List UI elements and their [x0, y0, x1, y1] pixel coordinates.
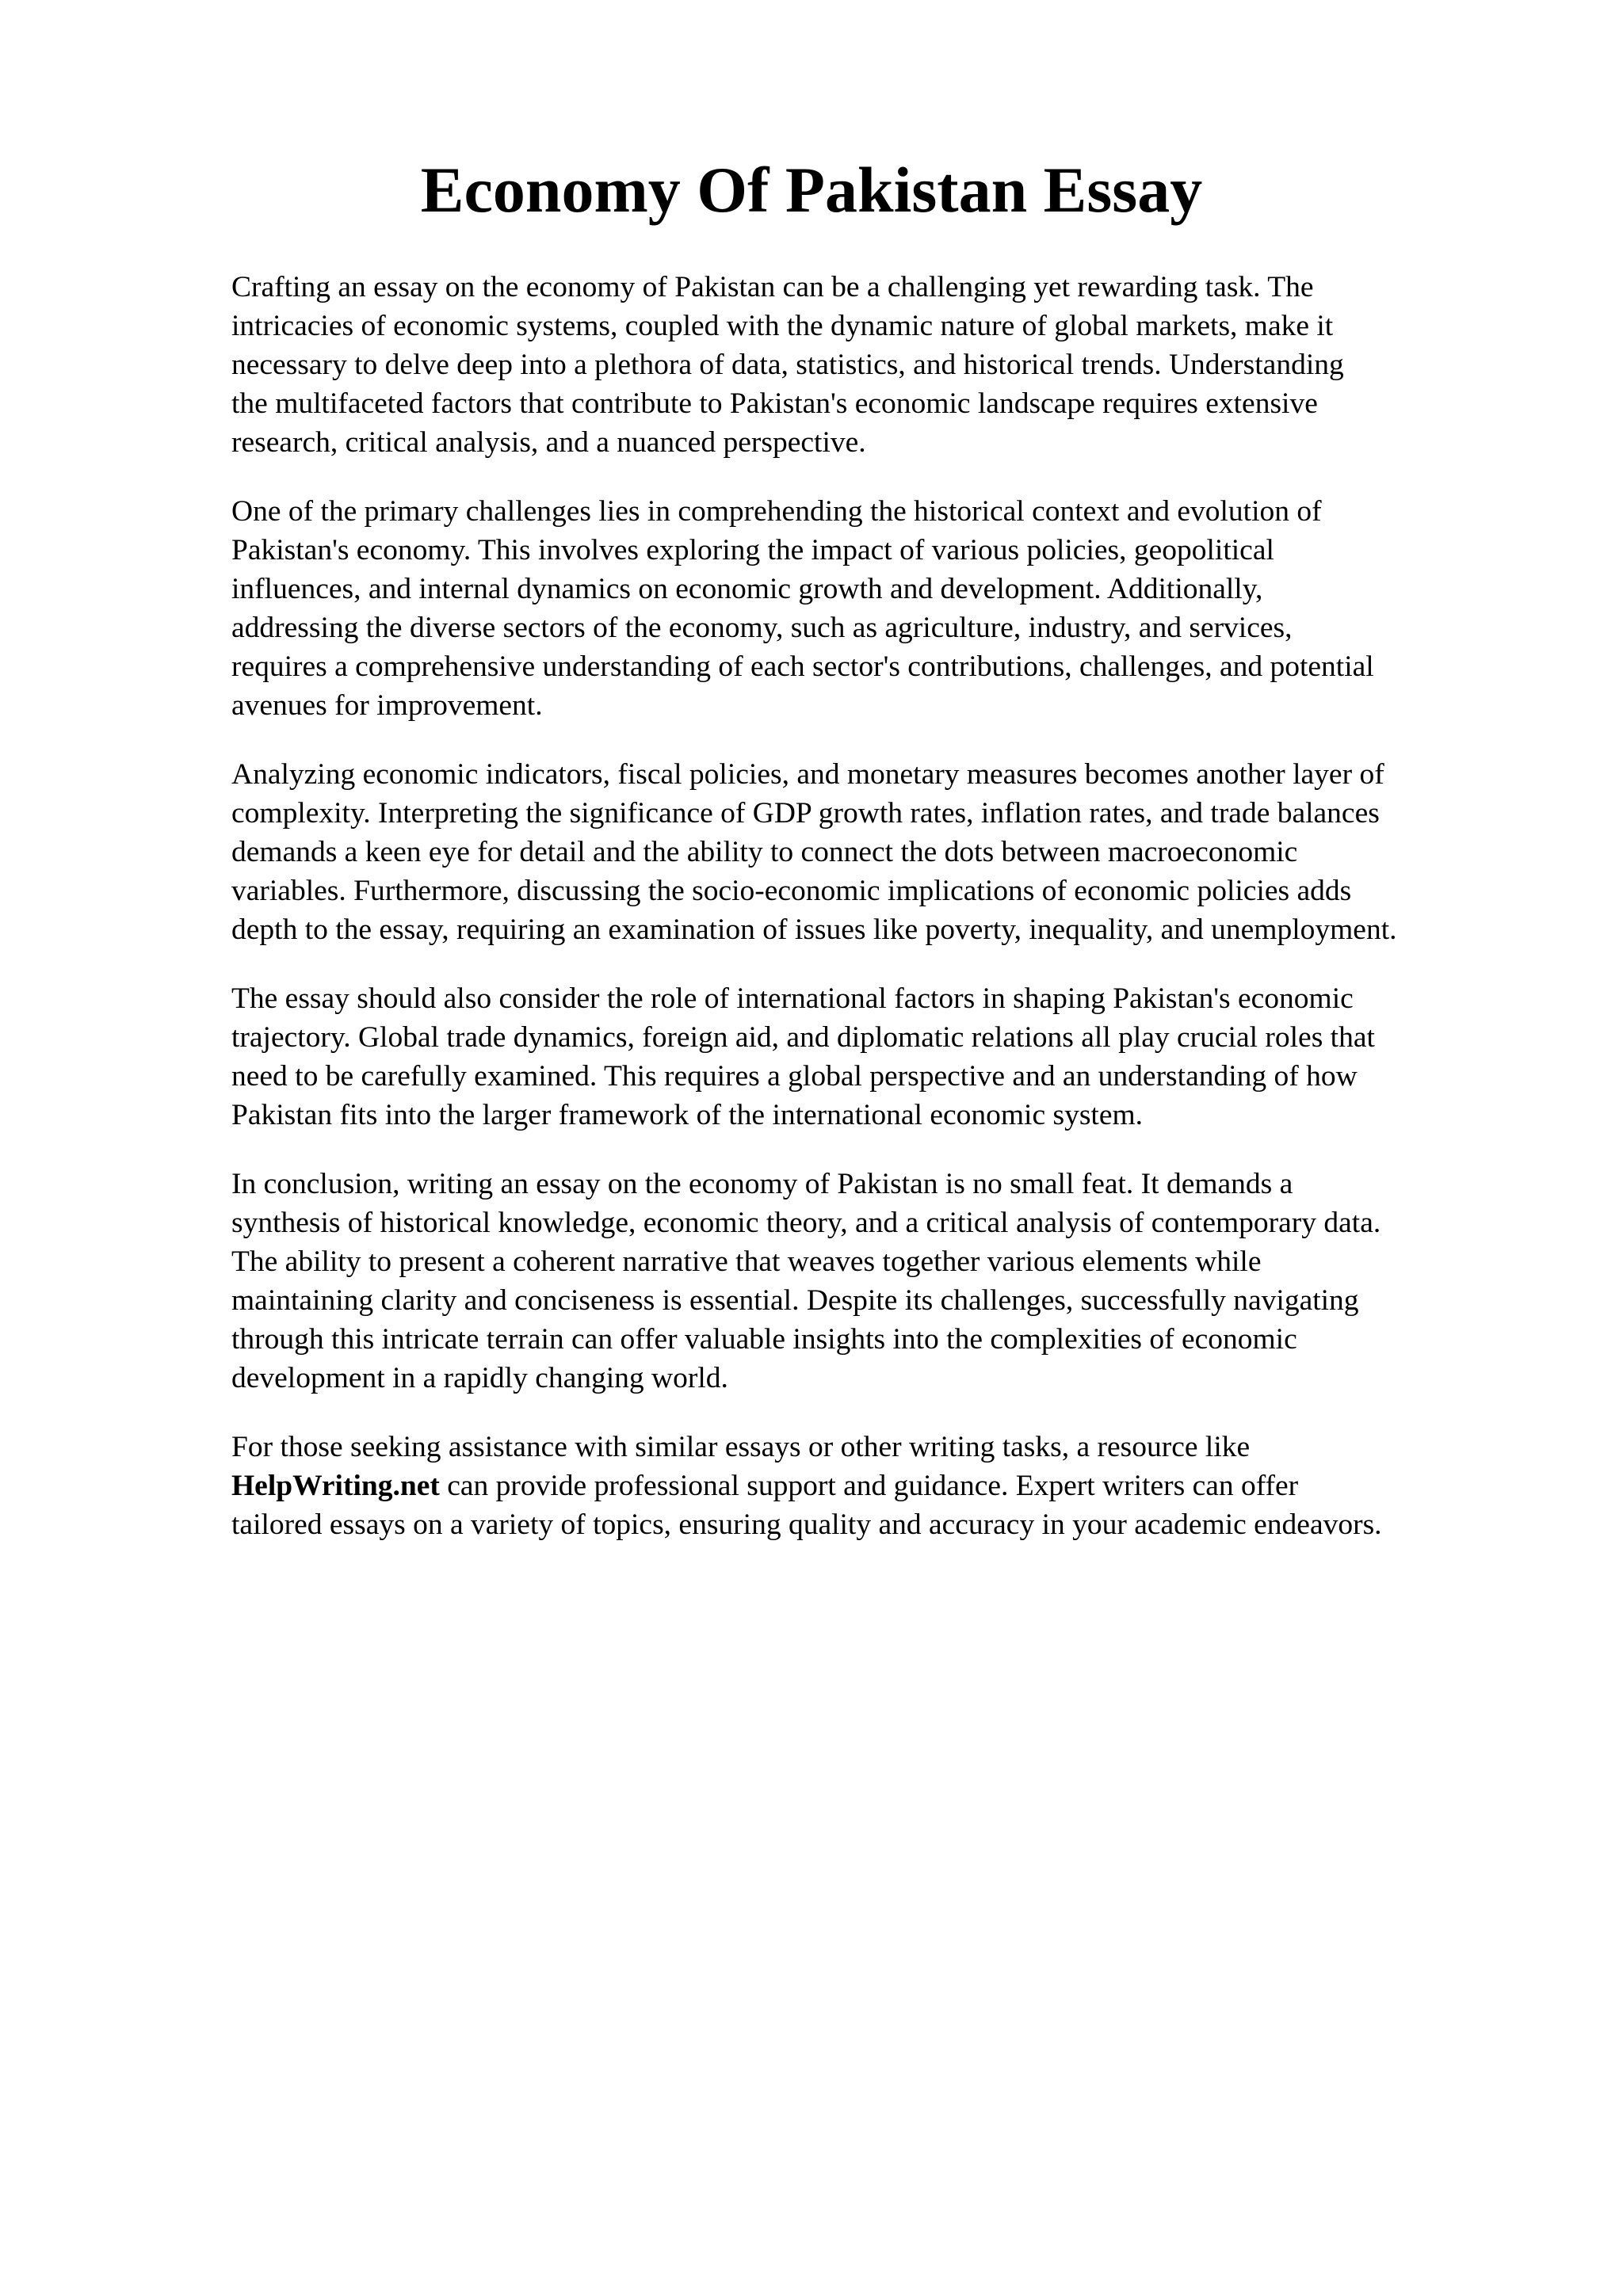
paragraph-line: One of the primary challenges lies in comprehending the historical context and evolution of: [231, 495, 1322, 528]
closing-paragraph: [231, 1428, 1547, 1544]
paragraph-4: [231, 979, 1547, 1135]
paragraph-line: Pakistan's economy. This involves exploring the impact of various policies, geopolitical: [231, 534, 1274, 566]
paragraph-line: influences, and internal dynamics on economic growth and development. Additionally,: [231, 573, 1263, 605]
paragraph-line: need to be carefully examined. This requires a global perspective and an understanding of how: [231, 1060, 1358, 1093]
paragraph-line: tailored essays on a variety of topics, ensuring quality and accuracy in your academic endeavors.: [231, 1508, 1382, 1541]
paragraph-line: depth to the essay, requiring an examination of issues like poverty, inequality, and unemployment.: [231, 913, 1397, 946]
paragraph-line: variables. Furthermore, discussing the socio-economic implications of economic policies adds: [231, 875, 1352, 907]
page-title: Economy Of Pakistan Essay: [420, 154, 1203, 226]
paragraph-line: The ability to present a coherent narrative that weaves together various elements while: [231, 1245, 1262, 1278]
paragraph-line: [231, 1466, 1547, 1505]
paragraph-line: In conclusion, writing an essay on the economy of Pakistan is no small feat. It demands a: [231, 1168, 1293, 1200]
paragraph-3: [231, 755, 1547, 949]
paragraph-line: addressing the diverse sectors of the economy, such as agriculture, industry, and services,: [231, 612, 1293, 644]
paragraph-2: [231, 492, 1547, 725]
paragraph-line: avenues for improvement.: [231, 689, 543, 722]
essay-body: [231, 268, 1547, 1574]
closing-line-text: can provide professional support and guidance. Expert writers can offer: [439, 1470, 1299, 1502]
paragraph-line: demands a keen eye for detail and the ability to connect the dots between macroeconomic: [231, 836, 1298, 868]
paragraph-line: synthesis of historical knowledge, economic theory, and a critical analysis of contemporary data.: [231, 1207, 1381, 1239]
paragraph-1: [231, 268, 1547, 462]
paragraph-line: Crafting an essay on the economy of Pakistan can be a challenging yet rewarding task. The: [231, 271, 1314, 303]
paragraph-line: necessary to delve deep into a plethora of data, statistics, and historical trends. Understanding: [231, 349, 1344, 381]
paragraph-line: development in a rapidly changing world.: [231, 1362, 728, 1394]
paragraph-5: [231, 1165, 1547, 1398]
helpwriting-link[interactable]: HelpWriting.net: [231, 1470, 440, 1502]
paragraph-line: For those seeking assistance with similar essays or other writing tasks, a resource like: [231, 1431, 1251, 1463]
paragraph-line: The essay should also consider the role of international factors in shaping Pakistan's economic: [231, 982, 1354, 1015]
paragraph-line: maintaining clarity and conciseness is essential. Despite its challenges, successfully navigating: [231, 1284, 1359, 1317]
paragraph-line: Analyzing economic indicators, fiscal policies, and monetary measures becomes another layer of: [231, 758, 1384, 791]
paragraph-line: Pakistan fits into the larger framework of the international economic system.: [231, 1099, 1144, 1131]
paragraph-line: trajectory. Global trade dynamics, foreign aid, and diplomatic relations all play crucial roles that: [231, 1021, 1375, 1054]
paragraph-line: requires a comprehensive understanding of each sector's contributions, challenges, and potential: [231, 650, 1374, 683]
paragraph-line: intricacies of economic systems, coupled with the dynamic nature of global markets, make it: [231, 310, 1334, 342]
paragraph-line: research, critical analysis, and a nuanced perspective.: [231, 426, 866, 459]
paragraph-line: through this intricate terrain can offer valuable insights into the complexities of economic: [231, 1323, 1297, 1356]
paragraph-line: complexity. Interpreting the significance of GDP growth rates, inflation rates, and trade balances: [231, 797, 1380, 830]
paragraph-line: the multifaceted factors that contribute to Pakistan's economic landscape requires extensive: [231, 387, 1318, 420]
